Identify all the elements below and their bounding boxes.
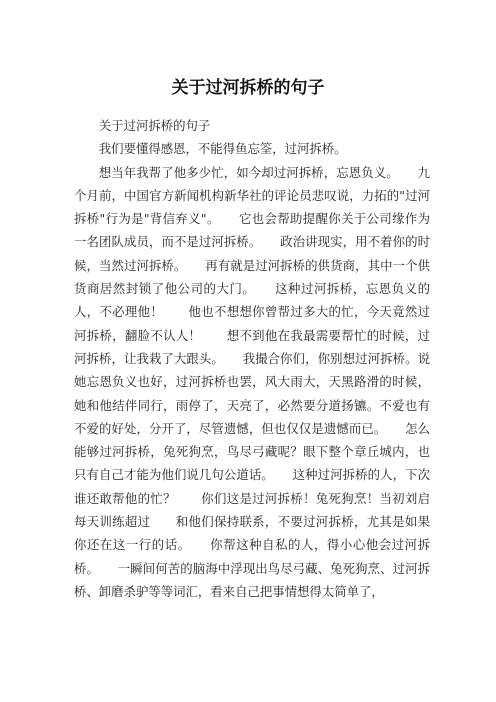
document-body bbox=[74, 114, 430, 603]
paragraph-subtitle: 关于过河拆桥的句子 bbox=[98, 118, 211, 133]
paragraph-main: 想当年我帮了他多少忙，如今却过河拆桥，忘恩负义。 九个月前，中国官方新闻机构新华社的评论员悲叹说，力拓的"过河拆桥"行为是"背信弃义"。 它也会帮助提醒你关于公司缘作为一名团队成员，而不是过河拆桥。 政治讲现实，用不着你的时候，当然过河拆桥。 再有就是过河拆桥的供货商，其中一个供货商居然封锁了他公司的大门。 这种过河拆桥，忘恩负义的人，不必理他！ 他也不想想你曾帮过多大的忙，今天竟然过河拆桥，翻脸不认人！ 想不到他在我最需要帮忙的时候，过河拆桥，让我栽了大跟头。 我撮合你们，你别想过河拆桥。说她忘恩负义也好，过河拆桥也罢，风大雨大，天黑路滑的时候，她和他结伴同行，雨停了，天亮了，必然要分道扬镳。不爱也有不爱的好处，分开了，尽管遗憾，但也仅仅是遗憾而已。 怎么能够过河拆桥，兔死狗烹，鸟尽弓藏呢？眼下整个章丘城内，也只有自己才能为他们说几句公道话。 这种过河拆桥的人，下次谁还敢帮他的忙？ 你们这是过河拆桥！兔死狗烹！当初刘启每天训练超过 和他们保持联系，不要过河拆桥，尤其是如果你还在这一行的话。 你帮这种自私的人，得小心他会过河拆桥。 一瞬间何苦的脑海中浮现出鸟尽弓藏、兔死狗烹、过河拆桥、卸磨杀驴等等词汇，看来自己把事情想得太简单了， bbox=[74, 164, 430, 599]
paragraph-intro: 我们要懂得感恩，不能得鱼忘筌，过河拆桥。 bbox=[98, 141, 347, 157]
document-title: 关于过河拆桥的句子 bbox=[171, 78, 325, 98]
